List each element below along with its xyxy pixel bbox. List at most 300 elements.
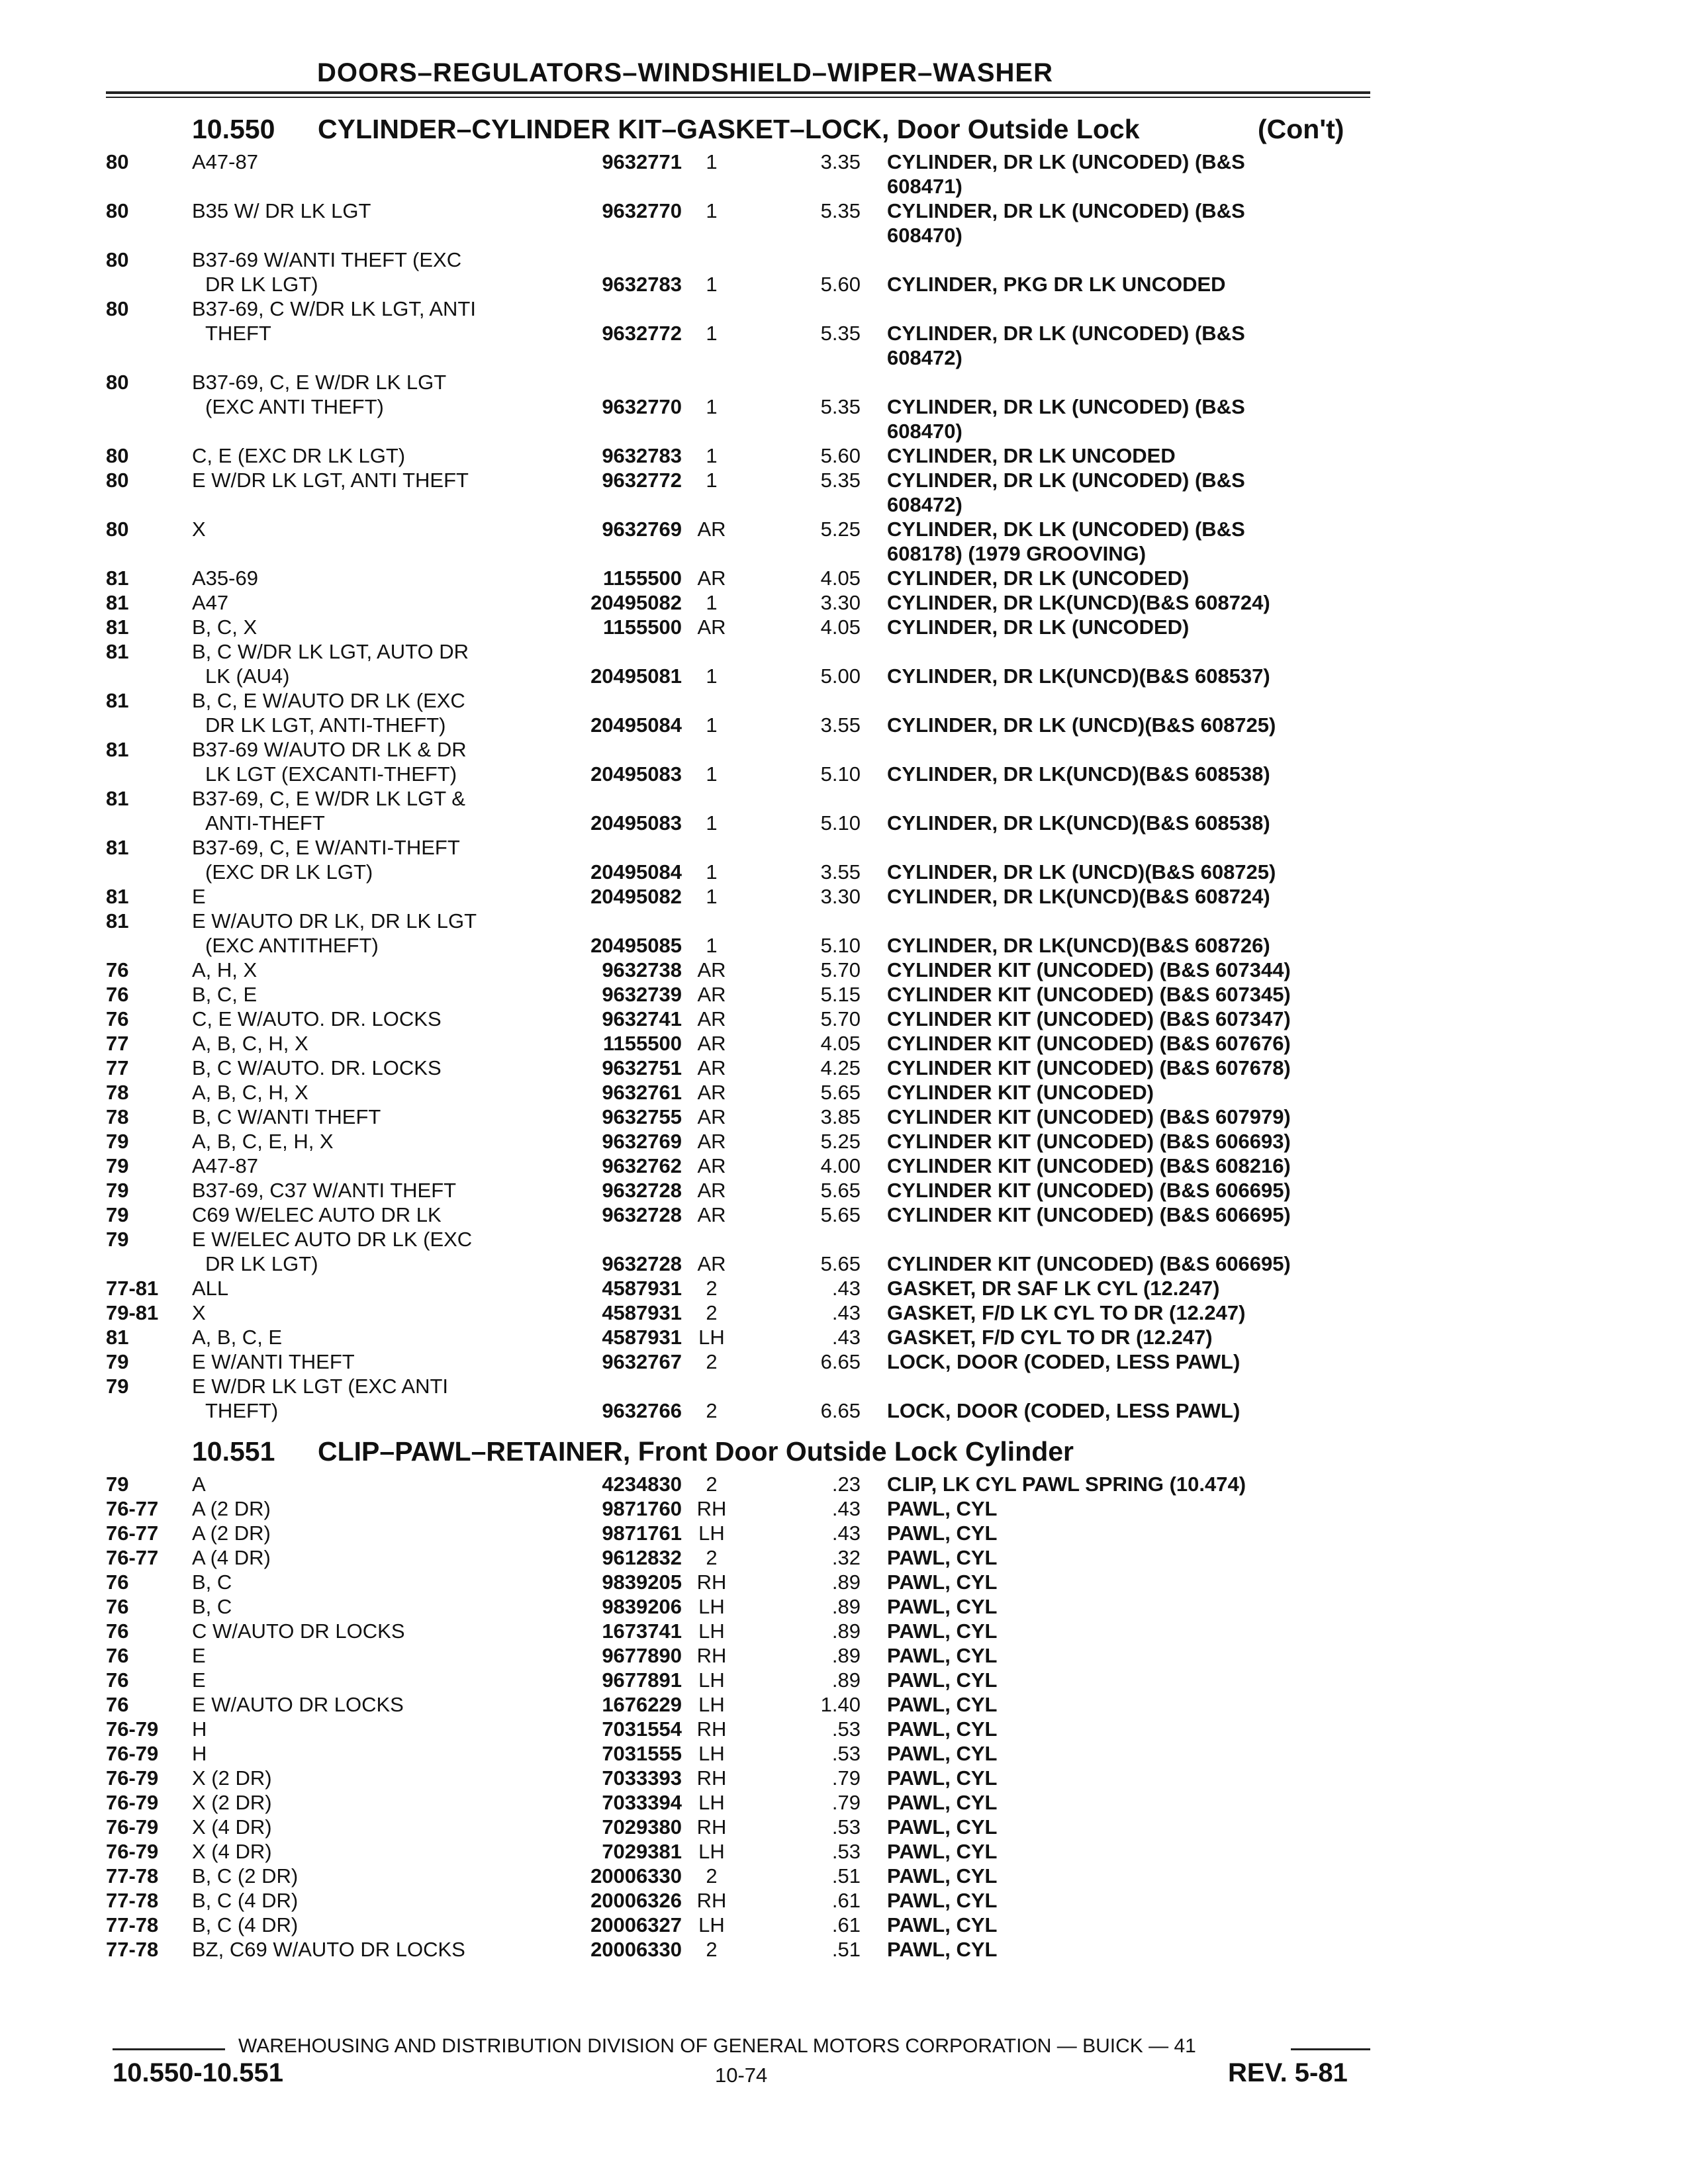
price: .32 bbox=[831, 1546, 861, 1569]
application-description: ANTI-THEFT bbox=[205, 811, 325, 835]
quantity: 1 bbox=[706, 273, 718, 296]
price: .89 bbox=[831, 1570, 861, 1594]
part-name: PAWL, CYL bbox=[887, 1913, 998, 1936]
quantity: 1 bbox=[706, 150, 718, 173]
price: 5.70 bbox=[820, 958, 861, 981]
part-name: PAWL, CYL bbox=[887, 1717, 998, 1741]
part-number: 9632761 bbox=[602, 1081, 682, 1104]
application-description: H bbox=[192, 1742, 207, 1765]
part-name: LOCK, DOOR (CODED, LESS PAWL) bbox=[887, 1399, 1241, 1422]
price: 3.55 bbox=[820, 860, 861, 884]
part-name: GASKET, F/D CYL TO DR (12.247) bbox=[887, 1326, 1213, 1349]
model-year: 76-79 bbox=[106, 1717, 159, 1741]
part-name: CYLINDER, DR LK (UNCODED) (B&S bbox=[887, 469, 1245, 492]
model-year: 81 bbox=[106, 567, 129, 590]
quantity: AR bbox=[697, 1179, 726, 1202]
price: 4.05 bbox=[820, 567, 861, 590]
application-description: A47-87 bbox=[192, 1154, 258, 1177]
price: 3.55 bbox=[820, 713, 861, 737]
quantity: 1 bbox=[706, 469, 718, 492]
part-name: CYLINDER, DR LK (UNCODED) bbox=[887, 615, 1190, 639]
application-description: B, C bbox=[192, 1570, 232, 1594]
part-name: PAWL, CYL bbox=[887, 1864, 998, 1888]
application-description: B, C, X bbox=[192, 615, 258, 639]
part-number: 1155500 bbox=[603, 1032, 682, 1055]
application-description: E W/DR LK LGT (EXC ANTI bbox=[192, 1375, 449, 1398]
part-name: CYLINDER, DR LK (UNCODED) (B&S bbox=[887, 199, 1245, 222]
quantity: RH bbox=[696, 1644, 727, 1667]
quantity: 2 bbox=[706, 1277, 718, 1300]
model-year: 79 bbox=[106, 1130, 129, 1153]
price: .43 bbox=[831, 1301, 861, 1324]
quantity: AR bbox=[697, 1203, 726, 1226]
quantity: 2 bbox=[706, 1938, 718, 1961]
price: .53 bbox=[831, 1840, 861, 1863]
application-description: A (4 DR) bbox=[192, 1546, 271, 1569]
part-name: LOCK, DOOR (CODED, LESS PAWL) bbox=[887, 1350, 1241, 1373]
model-year: 80 bbox=[106, 297, 129, 320]
part-number: 4234830 bbox=[602, 1473, 682, 1496]
part-number: 9632771 bbox=[602, 150, 682, 173]
price: 6.65 bbox=[820, 1399, 861, 1422]
part-name: CYLINDER, PKG DR LK UNCODED bbox=[887, 273, 1226, 296]
part-number: 20495082 bbox=[590, 591, 682, 614]
part-number: 20495083 bbox=[590, 762, 682, 786]
part-number: 9871761 bbox=[602, 1522, 682, 1545]
model-year: 80 bbox=[106, 248, 129, 271]
quantity: AR bbox=[697, 1130, 726, 1153]
application-description: B, C W/DR LK LGT, AUTO DR bbox=[192, 640, 469, 663]
part-name: CYLINDER KIT (UNCODED) (B&S 606693) bbox=[887, 1130, 1291, 1153]
quantity: AR bbox=[697, 1252, 726, 1275]
model-year: 80 bbox=[106, 469, 129, 492]
table-row bbox=[0, 688, 1370, 739]
application-description: X (4 DR) bbox=[192, 1840, 272, 1863]
quantity: LH bbox=[698, 1595, 725, 1618]
part-name: CYLINDER, DR LK UNCODED bbox=[887, 444, 1176, 467]
quantity: LH bbox=[698, 1742, 725, 1765]
application-description: E W/AUTO DR LOCKS bbox=[192, 1693, 404, 1716]
table-row bbox=[0, 248, 1370, 298]
price: 4.05 bbox=[820, 1032, 861, 1055]
part-name: PAWL, CYL bbox=[887, 1644, 998, 1667]
application-description: C W/AUTO DR LOCKS bbox=[192, 1619, 405, 1643]
part-name: PAWL, CYL bbox=[887, 1791, 998, 1814]
part-name: CYLINDER KIT (UNCODED) bbox=[887, 1081, 1154, 1104]
part-name: CYLINDER, DR LK (UNCODED) (B&S bbox=[887, 322, 1245, 345]
section-title-10-550 bbox=[192, 114, 1344, 145]
price: .89 bbox=[831, 1619, 861, 1643]
application-description: DR LK LGT) bbox=[205, 273, 318, 296]
model-year: 77-78 bbox=[106, 1889, 159, 1912]
price: .61 bbox=[831, 1913, 861, 1936]
quantity: RH bbox=[696, 1889, 727, 1912]
part-name: CYLINDER, DR LK (UNCD)(B&S 608725) bbox=[887, 713, 1276, 737]
section-continued: (Con't) bbox=[1258, 114, 1344, 144]
header-rule bbox=[106, 91, 1370, 94]
part-name: CYLINDER, DR LK(UNCD)(B&S 608724) bbox=[887, 591, 1270, 614]
part-number: 1673741 bbox=[602, 1619, 682, 1643]
model-year: 81 bbox=[106, 689, 129, 712]
application-description: (EXC ANTI THEFT) bbox=[205, 395, 384, 418]
price: .79 bbox=[831, 1791, 861, 1814]
price: 5.65 bbox=[820, 1179, 861, 1202]
part-name: CYLINDER KIT (UNCODED) (B&S 607678) bbox=[887, 1056, 1291, 1079]
model-year: 76 bbox=[106, 1668, 129, 1692]
application-description: B37-69, C, E W/ANTI-THEFT bbox=[192, 836, 460, 859]
quantity: RH bbox=[696, 1717, 727, 1741]
application-description: E W/ELEC AUTO DR LK (EXC bbox=[192, 1228, 473, 1251]
application-description: B37-69, C, E W/DR LK LGT bbox=[192, 371, 447, 394]
section-number: 10.551 bbox=[192, 1436, 275, 1467]
part-number: 9632755 bbox=[602, 1105, 682, 1128]
application-description: X (2 DR) bbox=[192, 1766, 272, 1790]
quantity: AR bbox=[697, 1007, 726, 1030]
price: .79 bbox=[831, 1766, 861, 1790]
footer-rule-right bbox=[1291, 2048, 1370, 2050]
part-name: 608471) bbox=[887, 175, 962, 198]
price: 5.10 bbox=[820, 811, 861, 835]
model-year: 77 bbox=[106, 1056, 129, 1079]
quantity: 1 bbox=[706, 860, 718, 884]
price: .43 bbox=[831, 1522, 861, 1545]
part-number: 7031555 bbox=[602, 1742, 682, 1765]
application-description: A47-87 bbox=[192, 150, 258, 173]
quantity: 1 bbox=[706, 591, 718, 614]
part-name: CYLINDER, DR LK(UNCD)(B&S 608538) bbox=[887, 811, 1270, 835]
application-description: A, B, C, E bbox=[192, 1326, 283, 1349]
part-number: 20495082 bbox=[590, 885, 682, 908]
part-number: 7031554 bbox=[602, 1717, 682, 1741]
part-number: 9632728 bbox=[602, 1252, 682, 1275]
part-name: PAWL, CYL bbox=[887, 1522, 998, 1545]
quantity: 1 bbox=[706, 395, 718, 418]
part-name: CYLINDER, DR LK (UNCODED) (B&S bbox=[887, 395, 1245, 418]
application-description: C69 W/ELEC AUTO DR LK bbox=[192, 1203, 442, 1226]
table-row bbox=[0, 517, 1370, 567]
part-name: PAWL, CYL bbox=[887, 1742, 998, 1765]
model-year: 79-81 bbox=[106, 1301, 159, 1324]
part-name: 608178) (1979 GROOVING) bbox=[887, 542, 1147, 565]
section-heading: CLIP–PAWL–RETAINER, Front Door Outside Lock Cylinder bbox=[318, 1436, 1074, 1467]
model-year: 79 bbox=[106, 1154, 129, 1177]
part-name: PAWL, CYL bbox=[887, 1938, 998, 1961]
model-year: 79 bbox=[106, 1179, 129, 1202]
part-number: 9632766 bbox=[602, 1399, 682, 1422]
model-year: 79 bbox=[106, 1228, 129, 1251]
application-description: B, C (4 DR) bbox=[192, 1889, 299, 1912]
part-name: CYLINDER, DR LK(UNCD)(B&S 608726) bbox=[887, 934, 1270, 957]
table-row bbox=[0, 639, 1370, 690]
price: .89 bbox=[831, 1668, 861, 1692]
model-year: 79 bbox=[106, 1350, 129, 1373]
part-number: 9632769 bbox=[602, 1130, 682, 1153]
price: 5.60 bbox=[820, 444, 861, 467]
application-description: BZ, C69 W/AUTO DR LOCKS bbox=[192, 1938, 465, 1961]
application-description: LK LGT (EXCANTI-THEFT) bbox=[205, 762, 457, 786]
part-number: 1155500 bbox=[603, 615, 682, 639]
quantity: 1 bbox=[706, 199, 718, 222]
application-description: A (2 DR) bbox=[192, 1522, 271, 1545]
part-number: 20006327 bbox=[590, 1913, 682, 1936]
part-name: CYLINDER KIT (UNCODED) (B&S 606695) bbox=[887, 1203, 1291, 1226]
quantity: AR bbox=[697, 615, 726, 639]
part-number: 9632751 bbox=[602, 1056, 682, 1079]
price: .43 bbox=[831, 1497, 861, 1520]
model-year: 81 bbox=[106, 836, 129, 859]
application-description: X bbox=[192, 518, 206, 541]
part-name: PAWL, CYL bbox=[887, 1619, 998, 1643]
part-name: 608472) bbox=[887, 346, 962, 369]
price: 5.65 bbox=[820, 1252, 861, 1275]
table-row bbox=[0, 296, 1370, 369]
part-name: CYLINDER, DR LK (UNCODED) (B&S bbox=[887, 150, 1245, 173]
section-title-10-551 bbox=[192, 1436, 1074, 1467]
application-description: THEFT bbox=[205, 322, 271, 345]
quantity: AR bbox=[697, 1056, 726, 1079]
part-name: CYLINDER, DR LK(UNCD)(B&S 608724) bbox=[887, 885, 1270, 908]
application-description: E W/ANTI THEFT bbox=[192, 1350, 355, 1373]
part-name: PAWL, CYL bbox=[887, 1693, 998, 1716]
application-description: B37-69 W/AUTO DR LK & DR bbox=[192, 738, 467, 761]
model-year: 79 bbox=[106, 1473, 129, 1496]
part-number: 7033394 bbox=[602, 1791, 682, 1814]
quantity: RH bbox=[696, 1815, 727, 1839]
quantity: 2 bbox=[706, 1301, 718, 1324]
price: 3.30 bbox=[820, 885, 861, 908]
application-description: B37-69, C W/DR LK LGT, ANTI bbox=[192, 297, 476, 320]
model-year: 81 bbox=[106, 640, 129, 663]
quantity: 2 bbox=[706, 1399, 718, 1422]
quantity: 2 bbox=[706, 1546, 718, 1569]
model-year: 76 bbox=[106, 1644, 129, 1667]
part-number: 9839205 bbox=[602, 1570, 682, 1594]
part-number: 20495081 bbox=[590, 664, 682, 688]
quantity: 2 bbox=[706, 1473, 718, 1496]
part-number: 9632769 bbox=[602, 518, 682, 541]
quantity: AR bbox=[697, 1081, 726, 1104]
part-number: 9632772 bbox=[602, 322, 682, 345]
price: .89 bbox=[831, 1644, 861, 1667]
application-description: B, C W/AUTO. DR. LOCKS bbox=[192, 1056, 442, 1079]
application-description: A, H, X bbox=[192, 958, 258, 981]
part-number: 20495084 bbox=[590, 713, 682, 737]
application-description: B, C (2 DR) bbox=[192, 1864, 299, 1888]
model-year: 76 bbox=[106, 1007, 129, 1030]
part-name: GASKET, DR SAF LK CYL (12.247) bbox=[887, 1277, 1220, 1300]
part-name: CYLINDER KIT (UNCODED) (B&S 608216) bbox=[887, 1154, 1291, 1177]
part-number: 20495083 bbox=[590, 811, 682, 835]
quantity: AR bbox=[697, 983, 726, 1006]
price: 4.05 bbox=[820, 615, 861, 639]
model-year: 76-77 bbox=[106, 1522, 159, 1545]
footer-rule-left bbox=[113, 2048, 225, 2050]
part-name: CYLINDER, DR LK (UNCODED) bbox=[887, 567, 1190, 590]
model-year: 78 bbox=[106, 1105, 129, 1128]
application-description: X (4 DR) bbox=[192, 1815, 272, 1839]
price: 4.00 bbox=[820, 1154, 861, 1177]
table-row bbox=[0, 1374, 1370, 1424]
part-number: 9632738 bbox=[602, 958, 682, 981]
part-name: PAWL, CYL bbox=[887, 1668, 998, 1692]
part-name: CYLINDER KIT (UNCODED) (B&S 607676) bbox=[887, 1032, 1291, 1055]
model-year: 80 bbox=[106, 371, 129, 394]
part-number: 9632728 bbox=[602, 1179, 682, 1202]
section-heading: CYLINDER–CYLINDER KIT–GASKET–LOCK, Door Outside Lock bbox=[318, 114, 1140, 144]
application-description: B37-69, C, E W/DR LK LGT & bbox=[192, 787, 465, 810]
application-description: C, E W/AUTO. DR. LOCKS bbox=[192, 1007, 442, 1030]
application-description: LK (AU4) bbox=[205, 664, 290, 688]
section-number: 10.550 bbox=[192, 114, 275, 144]
price: 5.35 bbox=[820, 469, 861, 492]
price: .51 bbox=[831, 1938, 861, 1961]
part-name: PAWL, CYL bbox=[887, 1497, 998, 1520]
part-number: 9632728 bbox=[602, 1203, 682, 1226]
application-description: DR LK LGT, ANTI-THEFT) bbox=[205, 713, 446, 737]
part-number: 9632762 bbox=[602, 1154, 682, 1177]
application-description: X (2 DR) bbox=[192, 1791, 272, 1814]
part-number: 4587931 bbox=[602, 1326, 682, 1349]
application-description: E bbox=[192, 885, 206, 908]
part-name: CYLINDER, DR LK (UNCD)(B&S 608725) bbox=[887, 860, 1276, 884]
part-number: 20006330 bbox=[590, 1938, 682, 1961]
application-description: (EXC ANTITHEFT) bbox=[205, 934, 379, 957]
application-description: E bbox=[192, 1644, 206, 1667]
part-name: 608472) bbox=[887, 493, 962, 516]
part-name: PAWL, CYL bbox=[887, 1840, 998, 1863]
part-name: CYLINDER KIT (UNCODED) (B&S 606695) bbox=[887, 1179, 1291, 1202]
model-year: 76-79 bbox=[106, 1815, 159, 1839]
part-number: 9632783 bbox=[602, 273, 682, 296]
price: 1.40 bbox=[820, 1693, 861, 1716]
application-description: A47 bbox=[192, 591, 229, 614]
application-description: B37-69, C37 W/ANTI THEFT bbox=[192, 1179, 457, 1202]
quantity: 2 bbox=[706, 1864, 718, 1888]
price: 3.85 bbox=[820, 1105, 861, 1128]
price: .53 bbox=[831, 1742, 861, 1765]
part-number: 4587931 bbox=[602, 1301, 682, 1324]
quantity: LH bbox=[698, 1326, 725, 1349]
price: 4.25 bbox=[820, 1056, 861, 1079]
application-description: H bbox=[192, 1717, 207, 1741]
part-number: 4587931 bbox=[602, 1277, 682, 1300]
footer-revision: REV. 5-81 bbox=[1228, 2058, 1348, 2087]
application-description: B37-69 W/ANTI THEFT (EXC bbox=[192, 248, 462, 271]
table-row bbox=[0, 199, 1370, 249]
price: 5.25 bbox=[820, 518, 861, 541]
part-name: GASKET, F/D LK CYL TO DR (12.247) bbox=[887, 1301, 1246, 1324]
quantity: AR bbox=[697, 1154, 726, 1177]
price: 5.35 bbox=[820, 199, 861, 222]
model-year: 81 bbox=[106, 909, 129, 933]
model-year: 76 bbox=[106, 1619, 129, 1643]
quantity: LH bbox=[698, 1791, 725, 1814]
part-number: 9839206 bbox=[602, 1595, 682, 1618]
application-description: A, B, C, E, H, X bbox=[192, 1130, 334, 1153]
model-year: 76 bbox=[106, 1570, 129, 1594]
price: 5.10 bbox=[820, 762, 861, 786]
price: .51 bbox=[831, 1864, 861, 1888]
quantity: RH bbox=[696, 1570, 727, 1594]
price: 3.35 bbox=[820, 150, 861, 173]
model-year: 77-78 bbox=[106, 1938, 159, 1961]
part-name: CLIP, LK CYL PAWL SPRING (10.474) bbox=[887, 1473, 1246, 1496]
quantity: 1 bbox=[706, 934, 718, 957]
model-year: 81 bbox=[106, 787, 129, 810]
application-description: X bbox=[192, 1301, 206, 1324]
model-year: 80 bbox=[106, 444, 129, 467]
model-year: 81 bbox=[106, 885, 129, 908]
price: .89 bbox=[831, 1595, 861, 1618]
part-name: PAWL, CYL bbox=[887, 1546, 998, 1569]
part-name: CYLINDER KIT (UNCODED) (B&S 607347) bbox=[887, 1007, 1291, 1030]
application-description: DR LK LGT) bbox=[205, 1252, 318, 1275]
model-year: 76-79 bbox=[106, 1766, 159, 1790]
application-description: B, C (4 DR) bbox=[192, 1913, 299, 1936]
model-year: 76 bbox=[106, 1595, 129, 1618]
model-year: 76 bbox=[106, 958, 129, 981]
application-description: E bbox=[192, 1668, 206, 1692]
quantity: AR bbox=[697, 1032, 726, 1055]
quantity: AR bbox=[697, 958, 726, 981]
quantity: RH bbox=[696, 1497, 727, 1520]
price: 5.35 bbox=[820, 395, 861, 418]
quantity: 1 bbox=[706, 664, 718, 688]
part-number: 9632739 bbox=[602, 983, 682, 1006]
part-number: 7033393 bbox=[602, 1766, 682, 1790]
price: .43 bbox=[831, 1277, 861, 1300]
part-number: 1676229 bbox=[602, 1693, 682, 1716]
quantity: 1 bbox=[706, 811, 718, 835]
part-number: 20495084 bbox=[590, 860, 682, 884]
part-number: 9632767 bbox=[602, 1350, 682, 1373]
application-description: A, B, C, H, X bbox=[192, 1032, 308, 1055]
model-year: 80 bbox=[106, 518, 129, 541]
part-number: 20006330 bbox=[590, 1864, 682, 1888]
table-row bbox=[0, 835, 1370, 886]
application-description: B, C, E bbox=[192, 983, 258, 1006]
quantity: 1 bbox=[706, 885, 718, 908]
application-description: A (2 DR) bbox=[192, 1497, 271, 1520]
table-row bbox=[0, 909, 1370, 959]
model-year: 77-81 bbox=[106, 1277, 159, 1300]
part-number: 9677890 bbox=[602, 1644, 682, 1667]
model-year: 79 bbox=[106, 1203, 129, 1226]
model-year: 76-79 bbox=[106, 1840, 159, 1863]
table-row bbox=[0, 1937, 1370, 1987]
application-description: A35-69 bbox=[192, 567, 258, 590]
model-year: 76-79 bbox=[106, 1742, 159, 1765]
part-number: 7029380 bbox=[602, 1815, 682, 1839]
application-description: E W/AUTO DR LK, DR LK LGT bbox=[192, 909, 477, 933]
application-description: ALL bbox=[192, 1277, 229, 1300]
price: 5.60 bbox=[820, 273, 861, 296]
price: .43 bbox=[831, 1326, 861, 1349]
header-rule-thin bbox=[106, 97, 1370, 98]
price: .53 bbox=[831, 1717, 861, 1741]
footer-division: WAREHOUSING AND DISTRIBUTION DIVISION OF GENERAL MOTORS CORPORATION — BUICK — 41 bbox=[238, 2035, 1196, 2057]
part-number: 9871760 bbox=[602, 1497, 682, 1520]
model-year: 77 bbox=[106, 1032, 129, 1055]
part-name: CYLINDER KIT (UNCODED) (B&S 607979) bbox=[887, 1105, 1291, 1128]
quantity: LH bbox=[698, 1693, 725, 1716]
quantity: 1 bbox=[706, 322, 718, 345]
table-row bbox=[0, 786, 1370, 837]
part-number: 9632741 bbox=[602, 1007, 682, 1030]
quantity: 1 bbox=[706, 444, 718, 467]
price: 5.65 bbox=[820, 1203, 861, 1226]
model-year: 81 bbox=[106, 591, 129, 614]
